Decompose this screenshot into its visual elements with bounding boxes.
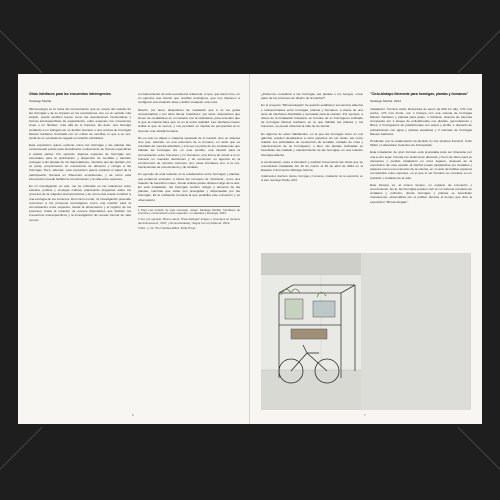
left-page bbox=[18, 74, 250, 424]
paragraph: el ordenamiento de todo ecosistema relacional, el que, que tienen tres, en un ejercicio que intento que resultan ecológicos, que nos disponen a configurar una situación ética y definir cualquier otra cosa. bbox=[138, 92, 240, 105]
paragraph: Diseño, por tanto, dispositivos de mediación que a mi me gusta conceptualizar y por tanto llamar 'interfaces', por tanto, dispositivos que sirven de mediadores en el contacto con la naturaleza, para entender que lo que la materia hace que no es la única realidad. Las interfaces hacen visible lo que no vemos, y nos permiten un cambio de perspectiva al no imponer una mirada humana. bbox=[138, 107, 240, 133]
article-author: Santiago Morilla bbox=[29, 99, 52, 104]
paragraph: Esta exposición quiere explorar cómo las hormigas y las plantas han evolucionado juntas para beneficiarse mutuamente de formas específicas a ambas partes. Por ejemplo, algunas especies de hormigas son esenciales para la polinización y dispersión de semillas y también protegen a las plantas de los depredadores, mientras que las plantas, por su parte, proporcionan un mecanismo de alimento y refugio a las hormigas. Pero, además, esta exposición quiere explorar el papel de la participación humana en diferentes ecosistemas, y de cómo esta intervención puede facilitar la comunicación y la vida entre especies. bbox=[29, 143, 131, 181]
paragraph: Producido con la colaboración de Ecolab, by Ars (Andrea Ferrazzi, Colin Taillor y Laboratorio Colectivo de Antropolab). bbox=[370, 138, 472, 148]
artwork-title: "Ciclo-biotopo itinerante para hormigas, plantas y humanos" bbox=[370, 92, 469, 96]
footnote: 1 Para una revisión de este concepto, véase: Santiago Morilla, 'Interfaces de escucha y comunicación entre especies', en: Estética y Ecología, 2023. bbox=[138, 207, 240, 216]
paragraph: En algunos de estos habitáculos, en el que las hormigas viven en sus galerías, pueden desplazarse a otros espacios sin ser vistas, así como realizar sus actividades de recolección de semillas, cuidado de crías y mantenimiento de su hormiguero; o bien, las plantas cultivadas se benefician del cuidado y mantenimiento de las hormigas, en una relación interdependiente. bbox=[261, 131, 363, 157]
photo-caption: Colaborative interface: planta, hormigas y humanos, instalación de la exposición en la sala. Santiago Morilla, 2024. bbox=[261, 175, 363, 183]
paragraph: En mi investigación en arte, me he enfocado en las relaciones entre estética, política y ecología cultural, planteando preguntas sobre los procesos de la máquina antropocéntrica y de cómo esta puede conducir a una ecología de los comunes. Del mismo modo, mi investigación pretende reconocer a los procesos tecnológicos como una interfaz para la comunicación entre especies, desde la observación y el registro de los procesos, hasta la creación de nuevos dispositivos que faciliten los encuentros interespecíficos y la investigación de nuevas formas de vida común. bbox=[29, 183, 131, 222]
installation-photo-illustration bbox=[261, 253, 361, 410]
installation-photo bbox=[261, 253, 471, 410]
paragraph: Instalación. Técnica mixta: Estructura de acero de 200 cm alto, 170 cms ancho, 170 cms fondo, con 1 biotopo con una colonia de hormigas Messor barbarus y plantas para pasto, 1 bicicleta, sistema de tuberías compuesto por 1 tanque de policarbonato con plantas, germinadores y filtros, 2 hormigueros de policarbonato con arena y arcilla, 1 depósito de policarbonato con agua y plantas acuáticas y 2 colonias de hormigas Messor barbarus. bbox=[370, 106, 472, 136]
book-spread bbox=[18, 74, 482, 424]
footnotes bbox=[138, 206, 240, 231]
paragraph: Esta instalación de gran formato está preparada para ser itinerante por una a otro lugar. Cuenta con sistema de dirección y freno de disco para su transporte y posible instalación en otros lugares, después de la exposición. En este sentido, la interfaz puede desplazarse por ciudades y parques como una extensión de la colonia, en un acto de habitar espacios compartidos entre especies, en el que el ser humano se convierte en un portador y cuidador de la vida. bbox=[370, 150, 472, 180]
paragraph: Un ejemplo de esta relación es la colaboración entre hormigas y plantas, que podemos entender, a través del concepto de 'simbiosis', como una relación de beneficio mutuo, donde ambas partes obtienen algo de la otra. En esta instalación, las hormigas reciben refugio y alimento de las plantas, mientras que estas son protegidas y dispersadas por las hormigas. Es la mediación humana la que posibilita este encuentro y su observación. bbox=[138, 172, 240, 202]
artwork-author: Santiago Morilla, 2024 bbox=[370, 99, 401, 104]
page-number: 7 bbox=[364, 413, 366, 417]
page-number: 6 bbox=[132, 413, 134, 417]
paragraph: Mirmecología es la rama del conocimiento que se ocupa del estudio de las hormigas y de su impacto en los ecosistemas. Así, en un sentido más amplio, puede también leerse como las asociaciones involuntarias y formas interespecíficas de organización, entre especies con conexiones vivas o en hibridez, más allá de lo humano. Es decir, una hormiga cuidando a un triángulo de un ámbito humano o una colonia de hormigas Messor barbarus vinculada con un cultivo de semillas, lo que a su vez, cuida de un ecosistema vegetal en relación simbiótica. bbox=[29, 106, 131, 140]
paragraph: No es solo un objeto o máquina separado de lo natural, sino un sistema vivo que, además, es una extensión de lo humano, en tanto que es resultado de nuestra actividad, y a la vez es parte de los ecosistemas que habitan las hormigas. Es, en este sentido, una interfaz para la comunicación entre humanos y no humanos, una forma de incluir a lo no humano en nuestras decisiones y de reconocer su agencia en la construcción de mundos comunes. Así, estas interfaces son, a la vez, herramientas de conocimiento y de cuidado. bbox=[138, 135, 240, 170]
footnote: 2 Ver, por ejemplo, Bruno Latour, 'Para distinguir amigos y enemigos en tiempos del Antropoceno', 2017; y Donna Haraway, 'Seguir con el problema', 2019. bbox=[138, 217, 240, 225]
left-page-column-1 bbox=[29, 92, 131, 414]
left-page-column-2 bbox=[138, 92, 240, 414]
footnote: 3 Ibid., p. 22. The Interface Effect, Polity Press. bbox=[138, 226, 197, 231]
right-page bbox=[250, 74, 482, 424]
article-heading: Otras interfaces para los encuentros interespecies. bbox=[29, 92, 112, 96]
paragraph: En el proyecto "Mirmecologías" he querido establecer encuentros abiertos e indeterminados entre hormigas, plantas y humanos, a través de una serie de interfaces diseñadas y pensadas para la ocasión. Por ejemplo, a través de la instalación biotópica, en formato de un hormiguero cultivado de hormigas Messor barbarus en la que habitan las plantas y los humanos, se puede observar la vida de la colonia. bbox=[261, 103, 363, 129]
paragraph: Este biotopo es, al mismo tiempo, un espacio de encuentro y conocimiento. En él, las hormigas pueden vivir en un sistema completo de cuidados y nutrición, donde hormigas y plantas se benefician mutuamente, observables por el público durante el tiempo que dure la exposición "Mirmecologías". bbox=[370, 182, 472, 204]
paragraph: A continuación, paso a introducir y explicar brevemente las obras que se encontrarán instaladas del 16 de marzo al 29 de abril de 2024 en el Espacio 2 del Centro Párraga, Murcia. bbox=[261, 159, 363, 173]
paragraph: ¿Podemos considerar a las hormigas, las plantas o los hongos, como parte de los procesos de diseño de la interfaz? bbox=[261, 92, 363, 101]
